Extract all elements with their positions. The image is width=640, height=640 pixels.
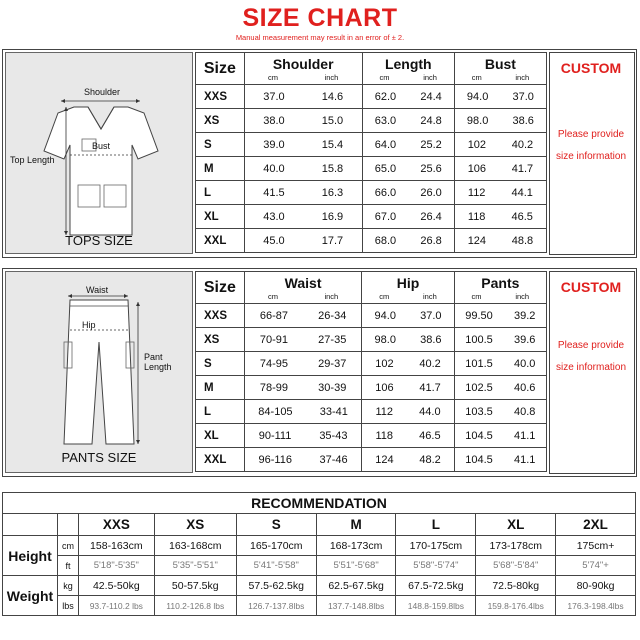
shoulder-header: Shoulder cm inch xyxy=(244,53,362,85)
value-cell: 96-116 37-46 xyxy=(244,448,362,472)
value-cell: 45.0 17.7 xyxy=(244,229,362,253)
table-row xyxy=(196,328,547,352)
size-cell: XL xyxy=(196,205,245,229)
rec-value-cell: 5'41"-5'58" xyxy=(236,556,316,576)
size-cell: XL xyxy=(196,424,245,448)
size-cell: S xyxy=(196,352,245,376)
size-header: Size xyxy=(196,272,245,304)
value-cell: 65.0 25.6 xyxy=(362,157,454,181)
table-row xyxy=(196,85,547,109)
size-cell: S xyxy=(196,133,245,157)
value-cell: 64.0 25.2 xyxy=(362,133,454,157)
value-cell: 41.5 16.3 xyxy=(244,181,362,205)
value-cell: 78-99 30-39 xyxy=(244,376,362,400)
value-cell: 98.0 38.6 xyxy=(362,328,454,352)
weight-label: Weight xyxy=(3,576,58,616)
value-cell: 100.5 39.6 xyxy=(454,328,546,352)
pants-illustration xyxy=(5,271,193,473)
rec-value-cell: 80-90kg xyxy=(556,576,636,596)
rec-size-header: XXS xyxy=(79,514,155,536)
unit-ft: ft xyxy=(58,556,79,576)
rec-value-cell: 175cm+ xyxy=(556,536,636,556)
rec-value-cell: 148.8-159.8lbs xyxy=(396,596,476,616)
rec-value-cell: 5'51"-5'68" xyxy=(316,556,396,576)
unit-lbs: lbs xyxy=(58,596,79,616)
value-cell: 37.0 14.6 xyxy=(244,85,362,109)
rec-value-cell: 170-175cm xyxy=(396,536,476,556)
value-cell: 102.5 40.6 xyxy=(454,376,546,400)
value-cell: 94.0 37.0 xyxy=(362,304,454,328)
value-cell: 104.5 41.1 xyxy=(454,448,546,472)
tops-please-provide: Please provide size information xyxy=(555,129,627,162)
tops-custom-label: CUSTOM xyxy=(560,60,622,76)
shoulder-label: Shoulder xyxy=(84,87,121,97)
value-cell: 106 41.7 xyxy=(362,376,454,400)
rec-value-cell: 163-168cm xyxy=(154,536,236,556)
size-cell: XXL xyxy=(196,448,245,472)
value-cell: 124 48.8 xyxy=(454,229,546,253)
size-cell: XS xyxy=(196,109,245,133)
rec-value-cell: 93.7-110.2 lbs xyxy=(79,596,155,616)
table-row xyxy=(196,448,547,472)
rec-value-cell: 176.3-198.4lbs xyxy=(556,596,636,616)
pants-custom-label: CUSTOM xyxy=(560,279,622,295)
value-cell: 66.0 26.0 xyxy=(362,181,454,205)
hip-label: Hip xyxy=(82,320,96,330)
value-cell: 118 46.5 xyxy=(362,424,454,448)
tops-panel xyxy=(2,49,637,258)
rec-size-header: XL xyxy=(476,514,556,536)
length-header: Length cm inch xyxy=(362,53,454,85)
value-cell: 43.0 16.9 xyxy=(244,205,362,229)
pants-please-provide: Please provide size information xyxy=(555,340,627,373)
table-row xyxy=(196,229,547,253)
rec-size-header: M xyxy=(316,514,396,536)
hip-header: Hip cm inch xyxy=(362,272,454,304)
value-cell: 118 46.5 xyxy=(454,205,546,229)
tops-caption: TOPS SIZE xyxy=(65,233,133,248)
size-cell: L xyxy=(196,400,245,424)
pants-caption: PANTS SIZE xyxy=(61,450,137,465)
pants-panel xyxy=(2,268,637,477)
rec-value-cell: 168-173cm xyxy=(316,536,396,556)
value-cell: 70-91 27-35 xyxy=(244,328,362,352)
value-cell: 112 44.0 xyxy=(362,400,454,424)
size-cell: M xyxy=(196,376,245,400)
table-row xyxy=(196,181,547,205)
table-row xyxy=(196,352,547,376)
size-cell: XXL xyxy=(196,229,245,253)
value-cell: 39.0 15.4 xyxy=(244,133,362,157)
page-subtitle: Manual measurement may result in an error of ± 2. xyxy=(235,33,405,42)
unit-cm: cm xyxy=(58,536,79,556)
value-cell: 98.0 38.6 xyxy=(454,109,546,133)
rec-value-cell: 57.5-62.5kg xyxy=(236,576,316,596)
rec-size-header: S xyxy=(236,514,316,536)
rec-value-cell: 137.7-148.8lbs xyxy=(316,596,396,616)
table-row xyxy=(196,157,547,181)
value-cell: 84-105 33-41 xyxy=(244,400,362,424)
pants-icon xyxy=(6,272,192,472)
value-cell: 103.5 40.8 xyxy=(454,400,546,424)
value-cell: 67.0 26.4 xyxy=(362,205,454,229)
table-row xyxy=(196,376,547,400)
tops-illustration xyxy=(5,52,193,254)
page-title: SIZE CHART xyxy=(242,4,398,32)
pants-size-table xyxy=(195,271,547,472)
rec-value-cell: 5'68"-5'84" xyxy=(476,556,556,576)
rec-size-header: XS xyxy=(154,514,236,536)
top-length-label: Top Length xyxy=(10,155,55,165)
rec-value-cell: 42.5-50kg xyxy=(79,576,155,596)
value-cell: 74-95 29-37 xyxy=(244,352,362,376)
table-row xyxy=(196,133,547,157)
size-cell: L xyxy=(196,181,245,205)
rec-value-cell: 67.5-72.5kg xyxy=(396,576,476,596)
value-cell: 102 40.2 xyxy=(362,352,454,376)
value-cell: 104.5 41.1 xyxy=(454,424,546,448)
recommendation-title: RECOMMENDATION xyxy=(3,493,636,514)
tops-size-table xyxy=(195,52,547,253)
table-row xyxy=(196,205,547,229)
rec-size-header: L xyxy=(396,514,476,536)
bust-label: Bust xyxy=(92,141,111,151)
recommendation-table xyxy=(2,492,636,616)
bust-header: Bust cm inch xyxy=(454,53,546,85)
rec-value-cell: 126.7-137.8lbs xyxy=(236,596,316,616)
pants-header: Pants cm inch xyxy=(454,272,546,304)
rec-value-cell: 5'18"-5'35" xyxy=(79,556,155,576)
value-cell: 66-87 26-34 xyxy=(244,304,362,328)
unit-kg: kg xyxy=(58,576,79,596)
pant-length-label: Pant Length xyxy=(144,352,172,372)
value-cell: 94.0 37.0 xyxy=(454,85,546,109)
rec-value-cell: 72.5-80kg xyxy=(476,576,556,596)
rec-value-cell: 50-57.5kg xyxy=(154,576,236,596)
table-row xyxy=(196,424,547,448)
rec-value-cell: 62.5-67.5kg xyxy=(316,576,396,596)
rec-value-cell: 158-163cm xyxy=(79,536,155,556)
rec-value-cell: 159.8-176.4lbs xyxy=(476,596,556,616)
size-cell: XS xyxy=(196,328,245,352)
value-cell: 62.0 24.4 xyxy=(362,85,454,109)
size-header: Size xyxy=(196,53,245,85)
rec-value-cell: 173-178cm xyxy=(476,536,556,556)
value-cell: 99.50 39.2 xyxy=(454,304,546,328)
value-cell: 63.0 24.8 xyxy=(362,109,454,133)
rec-value-cell: 5'35"-5'51" xyxy=(154,556,236,576)
size-cell: XXS xyxy=(196,85,245,109)
value-cell: 90-111 35-43 xyxy=(244,424,362,448)
table-row xyxy=(196,109,547,133)
rec-value-cell: 5'58"-5'74" xyxy=(396,556,476,576)
waist-label: Waist xyxy=(86,285,109,295)
shirt-icon xyxy=(6,53,192,253)
table-row xyxy=(196,400,547,424)
rec-value-cell: 110.2-126.8 lbs xyxy=(154,596,236,616)
table-row xyxy=(196,304,547,328)
value-cell: 38.0 15.0 xyxy=(244,109,362,133)
value-cell: 124 48.2 xyxy=(362,448,454,472)
value-cell: 68.0 26.8 xyxy=(362,229,454,253)
size-cell: M xyxy=(196,157,245,181)
rec-size-header: 2XL xyxy=(556,514,636,536)
value-cell: 106 41.7 xyxy=(454,157,546,181)
value-cell: 112 44.1 xyxy=(454,181,546,205)
rec-value-cell: 5'74"+ xyxy=(556,556,636,576)
value-cell: 40.0 15.8 xyxy=(244,157,362,181)
value-cell: 102 40.2 xyxy=(454,133,546,157)
size-cell: XXS xyxy=(196,304,245,328)
height-label: Height xyxy=(3,536,58,576)
value-cell: 101.5 40.0 xyxy=(454,352,546,376)
rec-value-cell: 165-170cm xyxy=(236,536,316,556)
waist-header: Waist cm inch xyxy=(244,272,362,304)
